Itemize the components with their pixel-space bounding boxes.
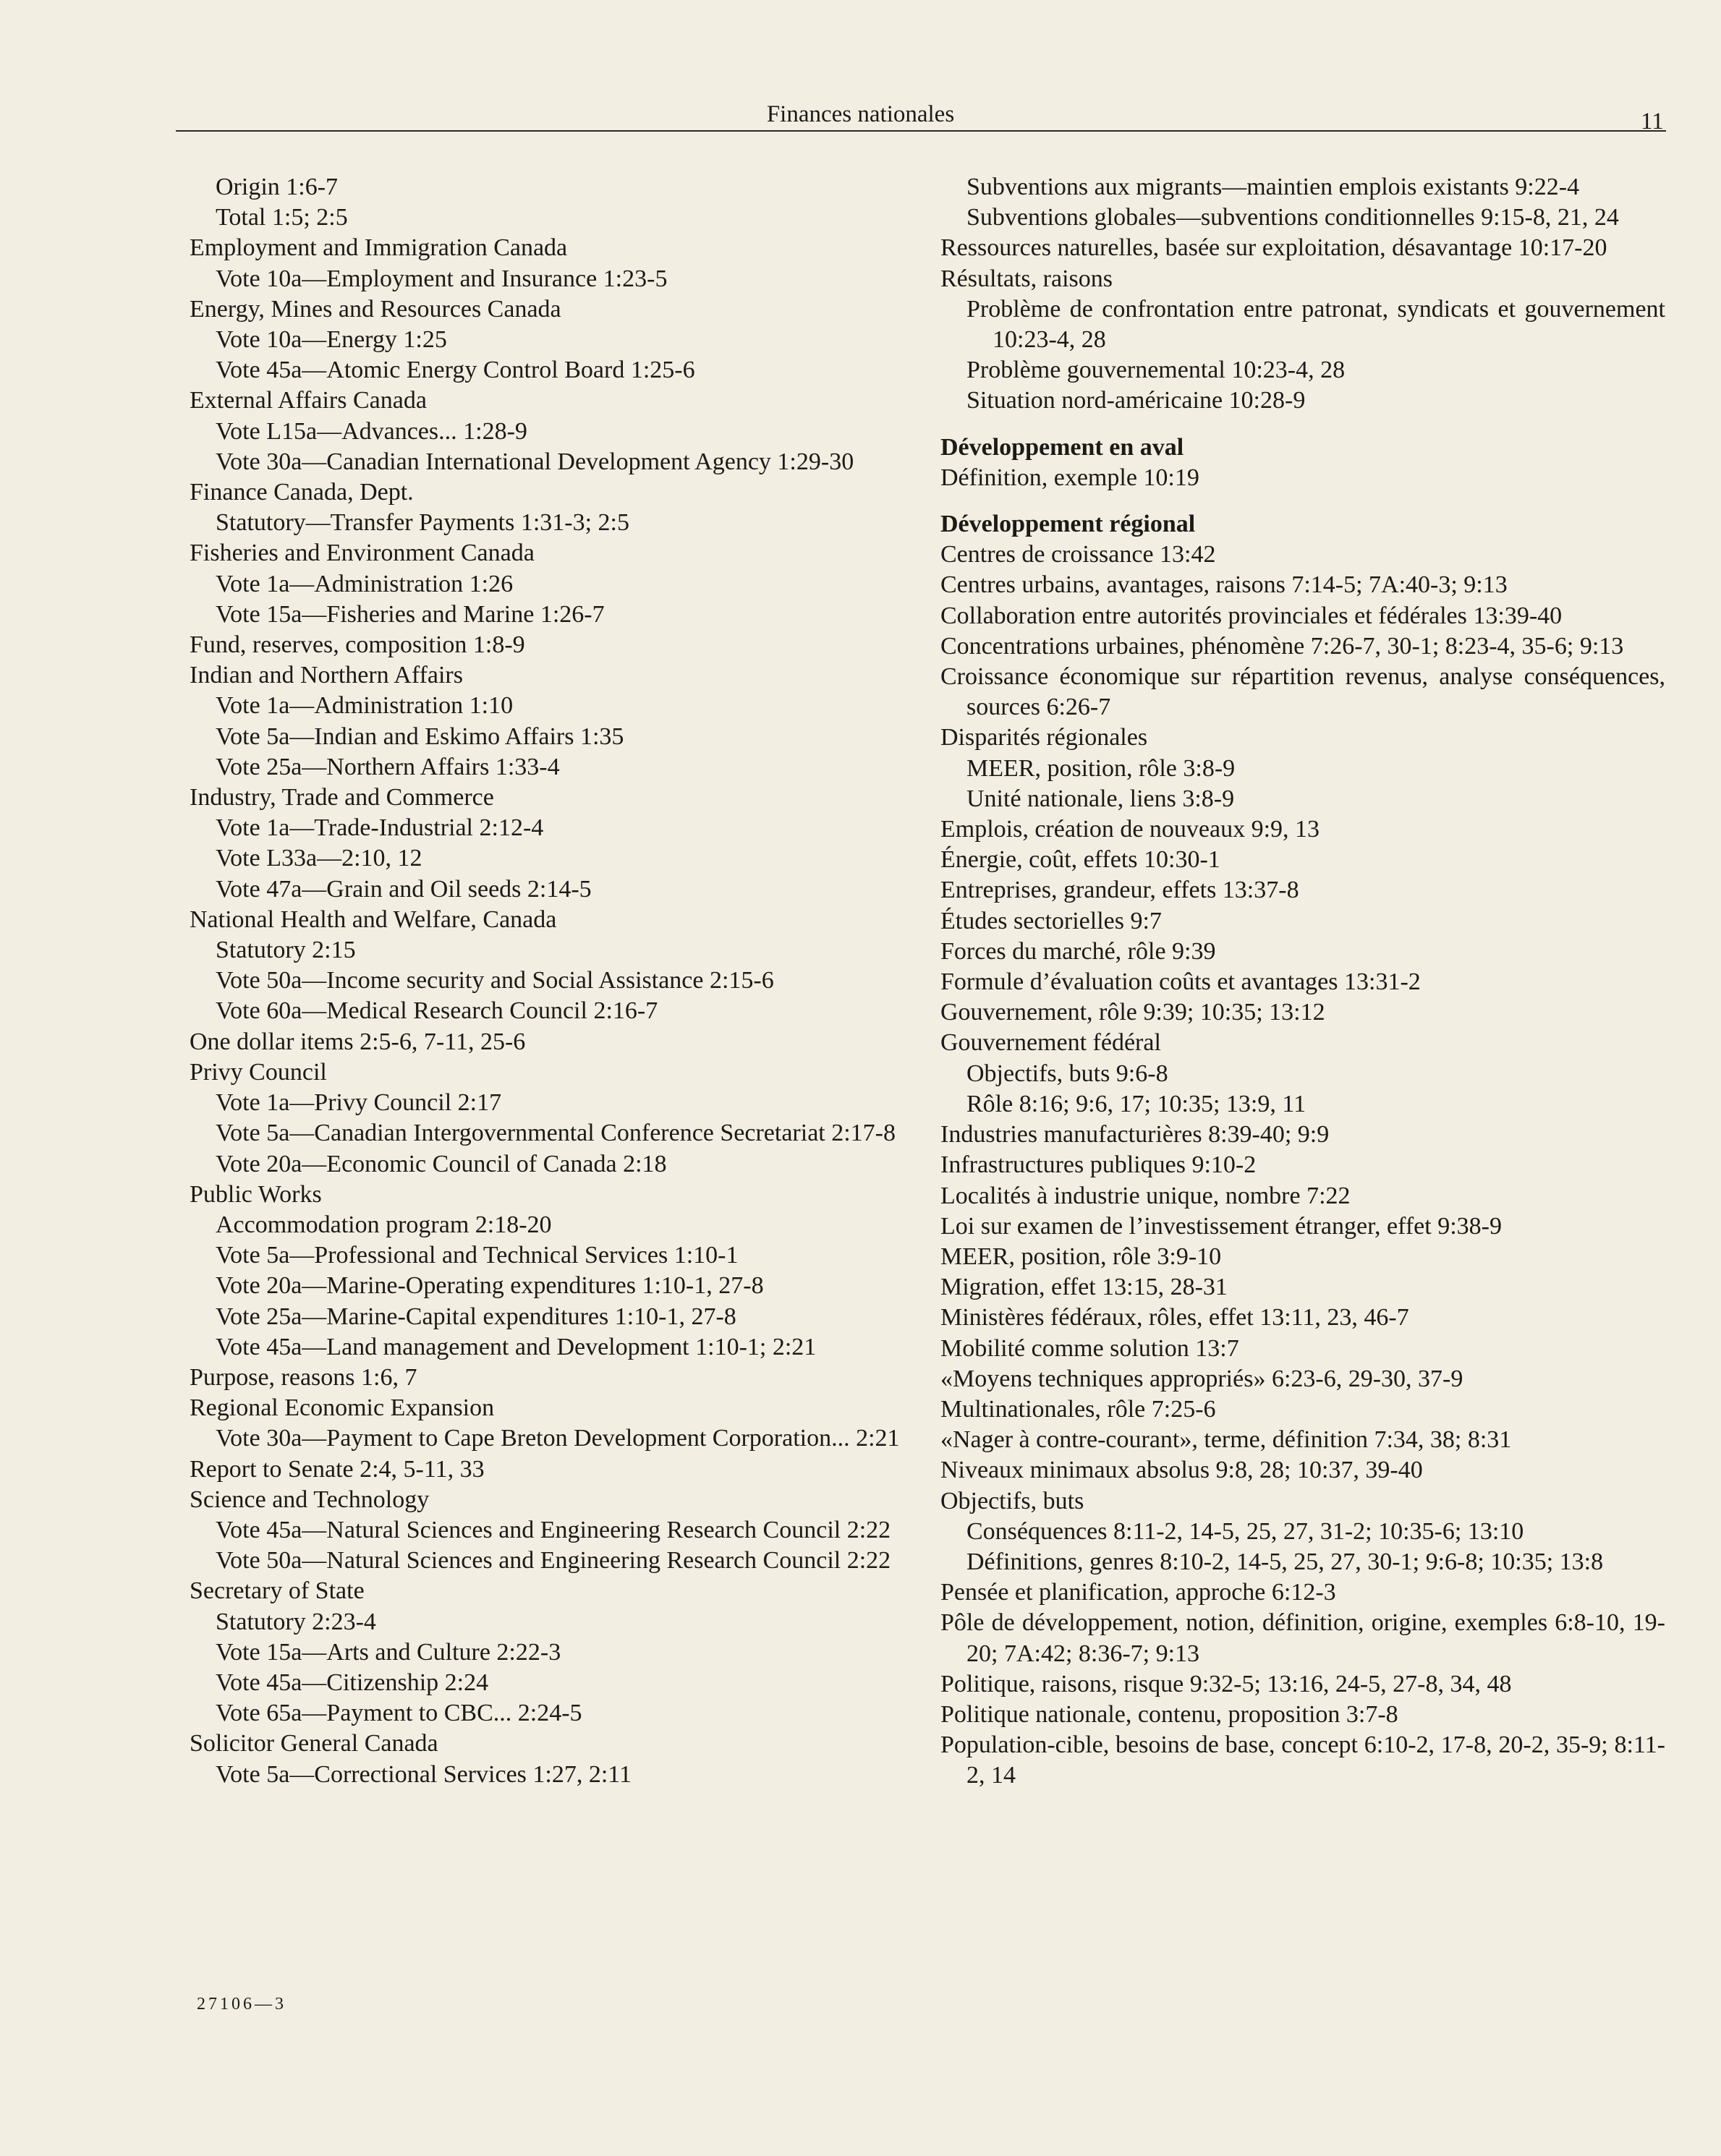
index-entry: Centres de croissance 13:42 [940,541,1216,568]
index-subentry: Vote 15a—Fisheries and Marine 1:26-7 [216,600,605,628]
index-subentry: Vote L15a—Advances... 1:28-9 [216,417,527,445]
index-entry: External Affairs Canada [190,387,427,414]
index-subentry: Subventions aux migrants—maintien emplois existants 9:22-4 [966,174,1580,200]
index-subentry: Vote 47a—Grain and Oil seeds 2:14-5 [216,875,592,903]
index-entry: Fisheries and Environment Canada [190,540,535,567]
index-entry: MEER, position, rôle 3:9-10 [940,1243,1222,1270]
index-subentry: Définitions, genres 8:10-2, 14-5, 25, 27, 30-1; 9:6-8; 10:35; 13:8 [966,1548,1604,1575]
running-title: Finances nationales [766,101,955,127]
index-subentry: Vote 10a—Employment and Insurance 1:23-5 [216,265,668,292]
index-subentry: Situation nord-américaine 10:28-9 [966,387,1306,414]
index-entry: Finance Canada, Dept. [190,479,414,506]
index-entry: Emplois, création de nouveaux 9:9, 13 [940,816,1320,843]
index-subentry: Vote 5a—Indian and Eskimo Affairs 1:35 [216,723,624,750]
index-entry: Études sectorielles 9:7 [940,907,1162,934]
index-entry: Employment and Immigration Canada [190,234,568,262]
index-subentry: Vote 1a—Administration 1:26 [216,570,514,597]
index-entry: Science and Technology [190,1486,430,1513]
index-subentry: Unité nationale, liens 3:8-9 [966,785,1235,812]
index-entry: One dollar items 2:5-6, 7-11, 25-6 [190,1028,526,1055]
index-subentry: Vote L33a—2:10, 12 [216,845,422,872]
index-subentry: Vote 10a—Energy 1:25 [216,326,447,354]
index-subentry: Vote 1a—Trade-Industrial 2:12-4 [216,814,544,842]
index-entry: Multinationales, rôle 7:25-6 [940,1395,1216,1423]
index-subentry: Vote 45a—Natural Sciences and Engineering Research Council 2:22 [216,1516,891,1543]
index-subentry: Total 1:5; 2:5 [216,204,348,231]
index-subentry: Accommodation program 2:18-20 [216,1211,552,1238]
index-entry: Ministères fédéraux, rôles, effet 13:11, 23, 46-7 [940,1304,1409,1331]
index-entry: Public Works [190,1180,322,1208]
index-entry: «Nager à contre-courant», terme, définition 7:34, 38; 8:31 [940,1426,1512,1454]
index-entry: Industry, Trade and Commerce [190,784,494,811]
index-entry: Regional Economic Expansion [190,1394,495,1422]
index-entry: Résultats, raisons [940,265,1113,292]
index-subentry: MEER, position, rôle 3:8-9 [966,754,1236,782]
index-subentry: Vote 60a—Medical Research Council 2:16-7 [216,997,658,1025]
index-subentry: Rôle 8:16; 9:6, 17; 10:35; 13:9, 11 [966,1090,1306,1117]
page-number: 11 [1641,108,1664,135]
index-subentry: Vote 50a—Natural Sciences and Engineering Research Council 2:22 [216,1547,891,1575]
index-entry: «Moyens techniques appropriés» 6:23-6, 29-30, 37-9 [940,1365,1463,1392]
index-heading: Développement régional [940,511,1196,538]
index-entry: Secretary of State [190,1577,365,1605]
index-subentry: Conséquences 8:11-2, 14-5, 25, 27, 31-2; 10:35-6; 13:10 [966,1517,1524,1545]
index-heading: Développement en aval [940,433,1184,461]
index-entry: Energy, Mines and Resources Canada [190,295,561,323]
index-entry: Ressources naturelles, basée sur exploitation, désavantage 10:17-20 [940,234,1607,262]
index-entry: Indian and Northern Affairs [190,662,463,689]
index-entry: Croissance économique sur répartition revenus, analyse conséquences, sources 6:26-7 [940,663,1665,721]
index-entry: Industries manufacturières 8:39-40; 9:9 [940,1121,1330,1149]
index-subentry: Vote 45a—Citizenship 2:24 [216,1669,489,1696]
index-subentry: Vote 5a—Canadian Intergovernmental Conference Secretariat 2:17-8 [216,1120,896,1147]
index-entry: Solicitor General Canada [190,1730,438,1757]
index-subentry: Vote 15a—Arts and Culture 2:22-3 [216,1638,561,1666]
footer-code: 27106—3 [197,1995,286,2014]
index-entry: Entreprises, grandeur, effets 13:37-8 [940,877,1299,904]
index-entry: Concentrations urbaines, phénomène 7:26-7, 30-1; 8:23-4, 35-6; 9:13 [940,632,1624,660]
index-subentry: Subventions globales—subventions conditionnelles 9:15-8, 21, 24 [966,204,1619,231]
index-entry: Report to Senate 2:4, 5-11, 33 [190,1455,485,1483]
index-entry: Objectifs, buts [940,1487,1084,1514]
index-subentry: Objectifs, buts 9:6-8 [966,1060,1168,1087]
index-entry: Fund, reserves, composition 1:8-9 [190,631,525,659]
index-subentry: Vote 25a—Northern Affairs 1:33-4 [216,753,560,780]
index-entry: Population-cible, besoins de base, concept 6:10-2, 17-8, 20-2, 35-9; 8:11-2, 14 [940,1731,1665,1789]
index-entry: Politique, raisons, risque 9:32-5; 13:16, 24-5, 27-8, 34, 48 [940,1670,1512,1697]
index-subentry: Problème gouvernemental 10:23-4, 28 [966,357,1346,384]
index-subentry: Vote 30a—Canadian International Development Agency 1:29-30 [216,448,854,475]
index-subentry: Vote 20a—Marine-Operating expenditures 1:10-1, 27-8 [216,1272,764,1300]
index-entry: Mobilité comme solution 13:7 [940,1334,1239,1362]
index-entry: Collaboration entre autorités provinciales et fédérales 13:39-40 [940,602,1563,629]
index-subentry: Vote 45a—Land management and Development 1:10-1; 2:21 [216,1333,817,1360]
index-subentry: Origin 1:6-7 [216,174,339,200]
index-entry: Loi sur examen de l’investissement étranger, effet 9:38-9 [940,1212,1502,1240]
index-entry: Disparités régionales [940,724,1148,751]
index-subentry: Problème de confrontation entre patronat, syndicats et gouvernement 10:23-4, 28 [966,295,1665,354]
left-column [190,172,906,1790]
index-subentry: Vote 50a—Income security and Social Assistance 2:15-6 [216,967,774,994]
index-entry: Gouvernement fédéral [940,1029,1161,1057]
index-entry: Définition, exemple 10:19 [940,464,1199,491]
index-entry: Politique nationale, contenu, proposition 3:7-8 [940,1700,1398,1728]
index-entry: Purpose, reasons 1:6, 7 [190,1363,417,1391]
index-subentry: Statutory 2:15 [216,937,356,964]
index-entry: Pensée et planification, approche 6:12-3 [940,1579,1336,1606]
index-subentry: Statutory 2:23-4 [216,1608,376,1635]
index-entry: Localités à industrie unique, nombre 7:22 [940,1182,1351,1209]
index-entry: Migration, effet 13:15, 28-31 [940,1274,1228,1301]
index-subentry: Vote 5a—Professional and Technical Services 1:10-1 [216,1242,739,1269]
index-subentry: Statutory—Transfer Payments 1:31-3; 2:5 [216,509,629,537]
right-column [940,172,1665,1791]
index-entry: National Health and Welfare, Canada [190,906,557,933]
index-subentry: Vote 25a—Marine-Capital expenditures 1:10-1, 27-8 [216,1303,736,1330]
index-entry: Privy Council [190,1058,327,1086]
index-subentry: Vote 1a—Privy Council 2:17 [216,1089,502,1117]
index-entry: Gouvernement, rôle 9:39; 10:35; 13:12 [940,999,1325,1026]
index-subentry: Vote 5a—Correctional Services 1:27, 2:11 [216,1760,632,1788]
index-subentry: Vote 45a—Atomic Energy Control Board 1:25-6 [216,357,695,384]
index-entry: Centres urbains, avantages, raisons 7:14-5; 7A:40-3; 9:13 [940,571,1508,599]
index-subentry: Vote 30a—Payment to Cape Breton Development Corporation... 2:21 [216,1425,900,1452]
index-entry: Infrastructures publiques 9:10-2 [940,1151,1257,1179]
index-entry: Niveaux minimaux absolus 9:8, 28; 10:37, 39-40 [940,1457,1423,1484]
index-subentry: Vote 20a—Economic Council of Canada 2:18 [216,1150,667,1177]
index-subentry: Vote 65a—Payment to CBC... 2:24-5 [216,1700,582,1727]
index-entry: Pôle de développement, notion, définition, origine, exemples 6:8-10, 19-20; 7A:42; 8:36-7; 9:13 [940,1609,1665,1667]
header-rule [176,130,1666,132]
index-subentry: Vote 1a—Administration 1:10 [216,692,514,720]
index-entry: Formule d’évaluation coûts et avantages 13:31-2 [940,968,1421,996]
index-entry: Forces du marché, rôle 9:39 [940,937,1216,965]
index-entry: Énergie, coût, effets 10:30-1 [940,846,1220,874]
